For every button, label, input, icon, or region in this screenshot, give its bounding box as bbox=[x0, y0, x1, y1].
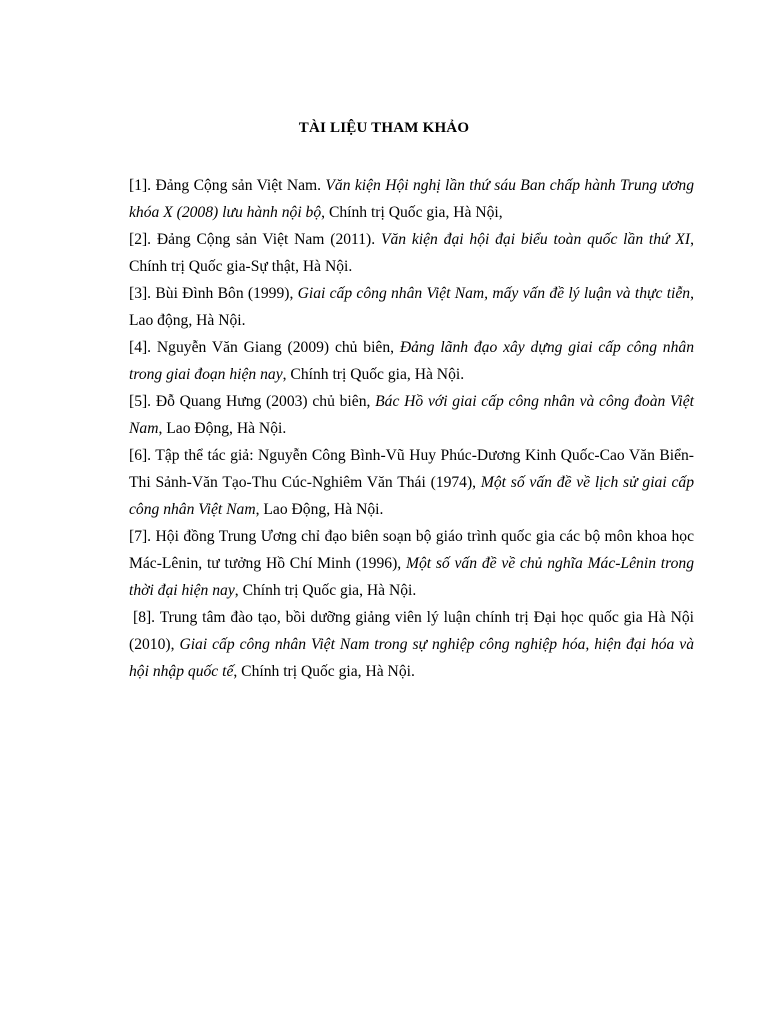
reference-publisher: , Chính trị Quốc gia, Hà Nội. bbox=[234, 582, 417, 599]
reference-author: Nguyễn Văn Giang (2009) chủ biên, bbox=[151, 339, 400, 356]
reference-item-2 bbox=[129, 226, 694, 280]
reference-publisher: , Chính trị Quốc gia, Hà Nội, bbox=[321, 204, 503, 221]
reference-publisher: , Chính trị Quốc gia, Hà Nội. bbox=[233, 663, 415, 680]
reference-work-title: Bác Hồ với giai cấp công nhân và công đoàn Việt Nam bbox=[129, 393, 694, 437]
reference-label: [4]. bbox=[129, 339, 152, 356]
reference-label: [7]. bbox=[129, 528, 152, 545]
reference-item-7 bbox=[129, 523, 694, 604]
reference-label: [8]. bbox=[133, 609, 156, 626]
reference-author: Hội đồng Trung Ương chỉ đạo biên soạn bộ giáo trình quốc gia các bộ môn khoa học Mác-Lênin, tư tưởng Hồ Chí Minh (1996), bbox=[129, 528, 694, 572]
reference-list bbox=[129, 172, 694, 685]
reference-item-1 bbox=[129, 172, 694, 226]
reference-author: Bùi Đình Bôn (1999), bbox=[151, 285, 298, 302]
reference-author: Đảng Cộng sản Việt Nam. bbox=[151, 177, 326, 194]
reference-item-8 bbox=[129, 604, 694, 685]
reference-label: [3]. bbox=[129, 285, 152, 302]
reference-work-title: Văn kiện đại hội đại biểu toàn quốc lần thứ XI bbox=[380, 231, 691, 248]
reference-item-5 bbox=[129, 388, 694, 442]
reference-label: [1]. bbox=[129, 177, 152, 194]
reference-publisher: , Lao Động, Hà Nội. bbox=[158, 420, 287, 437]
reference-item-6 bbox=[129, 442, 694, 523]
reference-work-title: Giai cấp công nhân Việt Nam, mấy vấn đề lý luận và thực tiễn bbox=[297, 285, 691, 302]
reference-author: Đỗ Quang Hưng (2003) chủ biên, bbox=[151, 393, 376, 410]
reference-author: Trung tâm đào tạo, bồi dưỡng giảng viên lý luận chính trị Đại học quốc gia Hà Nội (2010), bbox=[129, 609, 694, 653]
reference-publisher: , Chính trị Quốc gia, Hà Nội. bbox=[282, 366, 465, 383]
reference-work-title: Một số vấn đề về lịch sử giai cấp công nhân Việt Nam bbox=[129, 474, 694, 518]
reference-publisher: , Chính trị Quốc gia-Sự thật, Hà Nội. bbox=[129, 231, 694, 275]
page-title: TÀI LIỆU THAM KHẢO bbox=[298, 120, 470, 136]
reference-item-4 bbox=[129, 334, 694, 388]
reference-publisher: , Lao động, Hà Nội. bbox=[129, 285, 694, 329]
reference-label: [2]. bbox=[129, 231, 152, 248]
reference-work-title: Văn kiện Hội nghị lần thứ sáu Ban chấp hành Trung ương khóa X (2008) lưu hành nội bộ bbox=[129, 177, 695, 221]
reference-publisher: , Lao Động, Hà Nội. bbox=[255, 501, 384, 518]
reference-label: [6]. bbox=[129, 447, 152, 464]
reference-label: [5]. bbox=[129, 393, 152, 410]
reference-work-title: Đảng lãnh đạo xây dựng giai cấp công nhân trong giai đoạn hiện nay bbox=[129, 339, 694, 383]
reference-author: Tập thể tác giả: Nguyễn Công Bình-Vũ Huy Phúc-Dương Kinh Quốc-Cao Văn Biển-Thi Sảnh-Văn Tạo-Thu Cúc-Nghiêm Văn Thái (1974), bbox=[129, 447, 694, 491]
reference-work-title: Một số vấn đề về chủ nghĩa Mác-Lênin trong thời đại hiện nay bbox=[129, 555, 694, 599]
reference-item-3 bbox=[129, 280, 694, 334]
reference-work-title: Giai cấp công nhân Việt Nam trong sự nghiệp công nghiệp hóa, hiện đại hóa và hội nhập quốc tế bbox=[129, 636, 695, 680]
reference-author: Đảng Cộng sản Việt Nam (2011). bbox=[151, 231, 381, 248]
